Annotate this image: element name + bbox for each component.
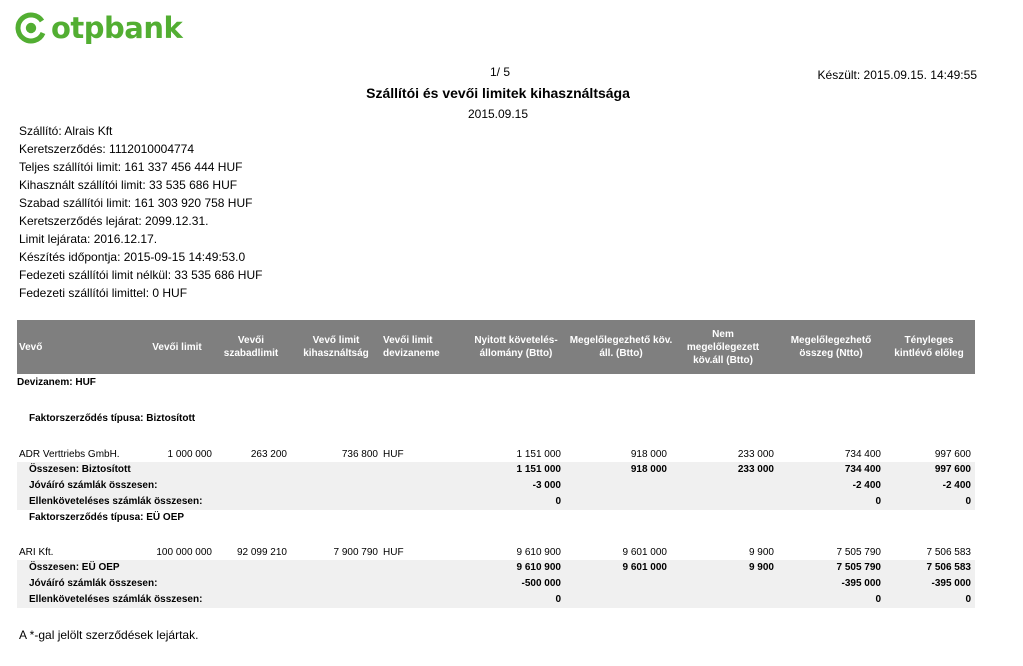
customer-limit: 1 000 000 [167, 449, 212, 460]
total-open-receivables: 1 151 000 [516, 464, 561, 475]
col-header-free-limit: Vevői szabadlimit [223, 335, 279, 359]
actual-advance: 997 600 [934, 449, 971, 460]
customer-free-limit: 263 200 [250, 449, 287, 460]
total-actual-advance: 7 506 583 [926, 562, 971, 573]
customer-currency: HUF [383, 449, 404, 460]
customer-limit: 100 000 000 [156, 547, 212, 558]
credit-actual-advance: -395 000 [931, 578, 971, 589]
table-row [17, 545, 975, 561]
counterclaim-actual-advance: 0 [965, 496, 971, 507]
credit-notes-row [17, 576, 975, 592]
customer-currency: HUF [383, 547, 404, 558]
col-header-customer-limit: Vevői limit [152, 341, 202, 353]
info-used-limit: Kihasznált szállítói limit: 33 535 686 HUF [19, 178, 238, 192]
currency-label: Devizanem: HUF [17, 377, 96, 388]
counterclaim-open-receivables: 0 [555, 496, 561, 507]
otp-logo-icon [15, 12, 47, 44]
group-total-row [17, 560, 975, 576]
col-header-actual-advance: Tényleges kintlévő előleg [894, 335, 964, 359]
customer-name: ARI Kft. [19, 547, 54, 558]
open-receivables: 9 610 900 [516, 547, 561, 558]
table-header [17, 320, 975, 374]
counterclaim-advanceable-amount: 0 [875, 594, 881, 605]
currency-label-row [17, 375, 975, 391]
col-header-customer: Vevő [19, 341, 43, 353]
col-header-advanceable-amount: Megelőlegezhető összeg (Ntto) [790, 335, 872, 359]
info-covered-with-limit: Fedezeti szállítói limittel: 0 HUF [19, 286, 188, 300]
credit-actual-advance: -2 400 [942, 480, 971, 491]
col-header-non-advanced-receivables: Nem megelőlegezett köv.áll (Btto) [686, 328, 760, 366]
info-limit-expiry: Limit lejárata: 2016.12.17. [19, 232, 158, 246]
contract-type-label: Faktorszerződés típusa: Biztosított [29, 413, 196, 424]
info-total-limit: Teljes szállítói limit: 161 337 456 444 HUF [19, 160, 243, 174]
counterclaim-row [17, 494, 975, 510]
info-framework-contract: Keretszerződés: 1112010004774 [19, 142, 195, 156]
created-timestamp: Készült: 2015.09.15. 14:49:55 [817, 68, 977, 82]
counterclaim-actual-advance: 0 [965, 594, 971, 605]
customer-limit-usage: 7 900 790 [333, 547, 378, 558]
credit-notes-label: Jóváíró számlák összesen: [29, 480, 158, 491]
total-non-advanced-receivables: 233 000 [737, 464, 774, 475]
otp-logo [15, 10, 182, 46]
advanceable-receivables: 9 601 000 [622, 547, 667, 558]
contract-type-row [17, 510, 975, 526]
col-header-open-receivables: Nyitott követelés-állomány (Btto) [474, 335, 558, 359]
contract-type-label: Faktorszerződés típusa: EÜ OEP [29, 512, 185, 523]
group-total-label: Összesen: EÜ OEP [29, 562, 120, 573]
limits-table [17, 320, 975, 374]
credit-open-receivables: -500 000 [521, 578, 561, 589]
report-title: Szállítói és vevői limitek kihasználtsága [366, 85, 630, 101]
total-advanceable-amount: 734 400 [844, 464, 881, 475]
total-non-advanced-receivables: 9 900 [748, 562, 774, 573]
table-row [17, 447, 975, 463]
info-covered-without-limit: Fedezeti szállítói limit nélkül: 33 535 686 HUF [19, 268, 263, 282]
page-number: 1/ 5 [489, 65, 510, 79]
actual-advance: 7 506 583 [926, 547, 971, 558]
credit-advanceable-amount: -2 400 [852, 480, 881, 491]
report-date: 2015.09.15 [467, 107, 529, 121]
info-generated-at: Készítés időpontja: 2015-09-15 14:49:53.0 [19, 250, 246, 264]
non-advanced-receivables: 9 900 [748, 547, 774, 558]
info-supplier: Szállító: Alrais Kft [19, 124, 113, 138]
counterclaim-open-receivables: 0 [555, 594, 561, 605]
customer-name: ADR Verttriebs GmbH. [19, 449, 120, 460]
total-advanceable-amount: 7 505 790 [836, 562, 881, 573]
advanceable-amount: 7 505 790 [836, 547, 881, 558]
supplier-info [19, 124, 262, 304]
customer-free-limit: 92 099 210 [236, 547, 287, 558]
total-open-receivables: 9 610 900 [516, 562, 561, 573]
counterclaim-label: Ellenköveteléses számlák összesen: [29, 594, 203, 605]
advanceable-receivables: 918 000 [630, 449, 667, 460]
footnote: A *-gal jelölt szerződések lejártak. [19, 628, 199, 642]
non-advanced-receivables: 233 000 [737, 449, 774, 460]
info-free-limit: Szabad szállítói limit: 161 303 920 758 HUF [19, 196, 253, 210]
credit-notes-row [17, 478, 975, 494]
total-advanceable-receivables: 918 000 [630, 464, 667, 475]
col-header-advanceable-receivables: Megelőlegezhető köv. áll. (Btto) [569, 335, 673, 359]
total-actual-advance: 997 600 [934, 464, 971, 475]
group-total-row [17, 462, 975, 478]
counterclaim-row [17, 592, 975, 608]
col-header-limit-currency: Vevői limit devizaneme [383, 335, 440, 359]
counterclaim-advanceable-amount: 0 [875, 496, 881, 507]
total-advanceable-receivables: 9 601 000 [622, 562, 667, 573]
info-contract-expiry: Keretszerződés lejárat: 2099.12.31. [19, 214, 209, 228]
credit-advanceable-amount: -395 000 [841, 578, 881, 589]
counterclaim-label: Ellenköveteléses számlák összesen: [29, 496, 203, 507]
credit-notes-label: Jóváíró számlák összesen: [29, 578, 158, 589]
col-header-limit-usage: Vevő limit kihasználtság [303, 335, 369, 359]
contract-type-row [17, 411, 975, 427]
credit-open-receivables: -3 000 [532, 480, 561, 491]
advanceable-amount: 734 400 [844, 449, 881, 460]
otp-logo-text: otpbank [51, 10, 183, 45]
customer-limit-usage: 736 800 [341, 449, 378, 460]
group-total-label: Összesen: Biztosított [29, 464, 131, 475]
open-receivables: 1 151 000 [516, 449, 561, 460]
